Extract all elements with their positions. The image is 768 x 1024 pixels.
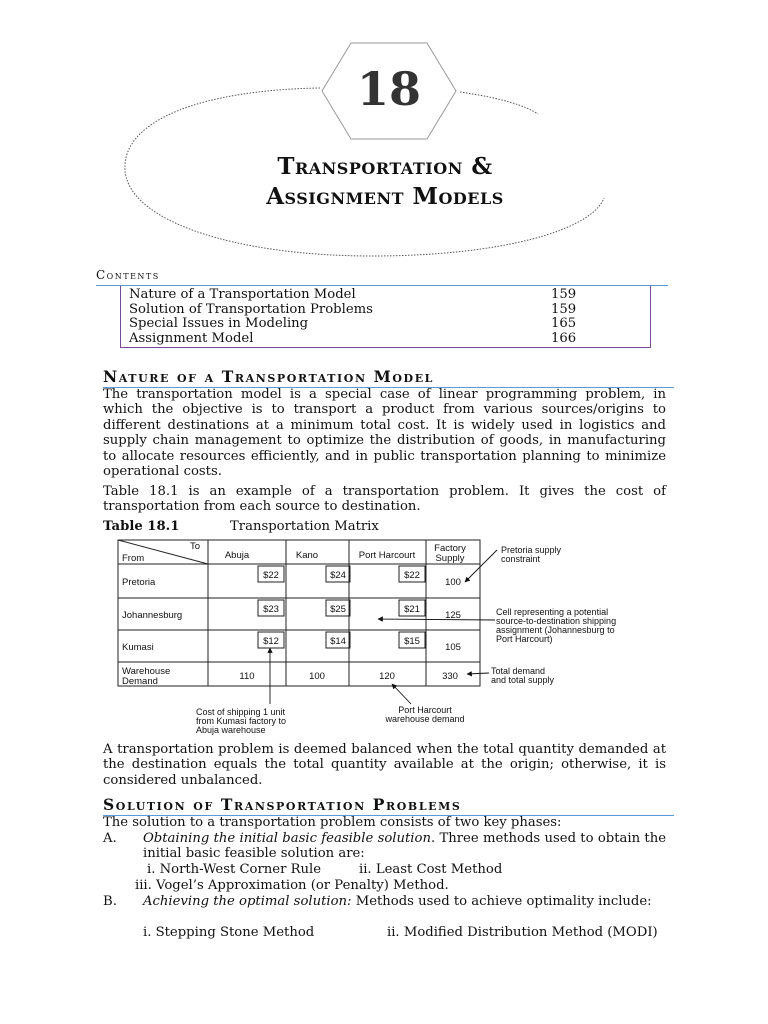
- matrix-row-name: Kumasi: [122, 642, 154, 653]
- matrix-row-name: Johannesburg: [122, 610, 183, 621]
- chapter-title-line1: Transportation &: [277, 153, 493, 180]
- section-heading-nature: Nature of a Transportation Model: [103, 367, 435, 386]
- matrix-supply-cell: 100: [445, 577, 461, 588]
- matrix-cost-cell: $21: [404, 604, 420, 615]
- annotation-kumasi-cost: Cost of shipping 1 unit: [196, 707, 286, 717]
- matrix-total-cell: 330: [442, 671, 458, 682]
- matrix-col-header: Port Harcourt: [358, 550, 416, 561]
- annotation-cell: Cell representing a potential: [496, 607, 609, 617]
- paragraph-solution-intro: The solution to a transportation problem consists of two key phases:: [103, 815, 562, 830]
- contents-box: [120, 286, 651, 348]
- list-item-a-rest: . Three methods used to obtain the initial basic feasible solution are:: [143, 831, 666, 862]
- contents-label: Contents: [96, 268, 160, 282]
- annotation-kumasi-cost: from Kumasi factory to: [196, 716, 287, 726]
- paragraph-table-intro: Table 18.1 is an example of a transportation problem. It gives the cost of transportation from each source to destination.: [103, 484, 666, 515]
- list-item-a-italic: Obtaining the initial basic feasible solution: [143, 831, 431, 846]
- annotation-kumasi-cost: Abuja warehouse: [196, 725, 266, 735]
- list-item-a-label: A.: [103, 831, 117, 846]
- toc-item-page: 159: [551, 301, 577, 317]
- toc-item[interactable]: [129, 332, 639, 347]
- matrix-demand-cell: 110: [239, 671, 255, 682]
- annotation-cell: source-to-destination shipping: [496, 616, 617, 626]
- list-item-b-italic: Achieving the optimal solution:: [143, 894, 352, 909]
- matrix-demand-cell: 120: [379, 671, 395, 682]
- list-item-a-text: [143, 831, 666, 862]
- matrix-supply-header-line1: Factory: [434, 543, 466, 554]
- section-heading-solution: Solution of Transportation Problems: [103, 795, 462, 814]
- toc-item[interactable]: [129, 303, 639, 318]
- method-least-cost: ii. Least Cost Method: [359, 862, 503, 877]
- method-stepping-stone: i. Stepping Stone Method: [143, 925, 315, 940]
- toc-item-page: 159: [551, 287, 577, 302]
- toc-item-page: 165: [551, 316, 577, 331]
- toc-item-title: Solution of Transportation Problems: [129, 301, 373, 317]
- chapter-title: [180, 152, 590, 212]
- matrix-cost-cell: $12: [263, 636, 279, 647]
- annotation-total: and total supply: [491, 675, 555, 685]
- annotation-cell: Port Harcourt): [496, 634, 553, 644]
- matrix-cost-cell: $25: [330, 604, 346, 615]
- transportation-matrix-figure: [103, 538, 693, 738]
- method-vogel: iii. Vogel’s Approximation (or Penalty) Method.: [135, 878, 449, 893]
- table-label: Table 18.1: [103, 519, 180, 534]
- matrix-supply-header-line2: Supply: [435, 553, 465, 564]
- matrix-from-label: From: [122, 553, 145, 564]
- paragraph-intro: The transportation model is a special case of linear programming problem, in which the objective is to transport a product from various sources/origins to different destinations at a minimum total cost. It is widely used in logistics and supply chain management to optimize the distribution of goods, in manufacturing to allocate resources efficiently, and in public transportation planning to minimize operational costs.: [103, 387, 666, 480]
- matrix-col-header: Kano: [295, 550, 319, 561]
- matrix-supply-cell: 105: [445, 642, 461, 653]
- matrix-cost-cell: $14: [330, 636, 346, 647]
- matrix-demand-label-line1: Warehouse: [122, 666, 171, 677]
- method-modi: ii. Modified Distribution Method (MODI): [387, 925, 658, 940]
- list-item-b-text: [143, 894, 666, 909]
- matrix-cost-cell: $15: [404, 636, 420, 647]
- matrix-demand-cell: 100: [309, 671, 325, 682]
- method-north-west: i. North-West Corner Rule: [147, 862, 322, 877]
- annotation-pretoria-supply: Pretoria supply: [501, 545, 562, 555]
- table-title: Transportation Matrix: [230, 519, 379, 534]
- list-item-b: [103, 894, 666, 926]
- annotation-cell: assignment (Johannesburg to: [496, 625, 615, 635]
- toc-item-page: 166: [551, 330, 577, 346]
- annotation-pretoria-supply: constraint: [501, 554, 541, 564]
- list-item-b-rest: Methods used to achieve optimality include:: [351, 894, 652, 909]
- matrix-cost-cell: $23: [263, 604, 279, 615]
- toc-item[interactable]: [129, 317, 639, 332]
- table-caption: [103, 519, 379, 534]
- matrix-cost-cell: $22: [404, 570, 420, 581]
- annotation-ph-demand: Port Harcourt: [398, 705, 452, 715]
- paragraph-balanced: A transportation problem is deemed balanced when the total quantity demanded at the destination equals the total quantity available at the origin; otherwise, it is considered unbalanced.: [103, 742, 666, 788]
- list-item-a: [103, 831, 666, 863]
- matrix-demand-label-line2: Demand: [122, 676, 158, 687]
- matrix-supply-cell: 125: [445, 610, 461, 621]
- toc-item-title: Nature of a Transportation Model: [129, 287, 356, 302]
- matrix-row-name: Pretoria: [122, 577, 156, 588]
- matrix-to-label: To: [190, 541, 201, 552]
- matrix-cost-cell: $24: [330, 570, 346, 581]
- chapter-title-line2: Assignment Models: [266, 183, 504, 210]
- chapter-number: 18: [356, 62, 421, 116]
- annotation-total: Total demand: [491, 666, 546, 676]
- toc-item-title: Special Issues in Modeling: [129, 316, 309, 331]
- annotation-ph-demand: warehouse demand: [385, 714, 465, 724]
- toc-item[interactable]: [129, 288, 639, 303]
- matrix-col-header: Abuja: [224, 550, 250, 561]
- toc-item-title: Assignment Model: [129, 330, 254, 346]
- matrix-cost-cell: $22: [263, 570, 279, 581]
- list-item-b-label: B.: [103, 894, 117, 909]
